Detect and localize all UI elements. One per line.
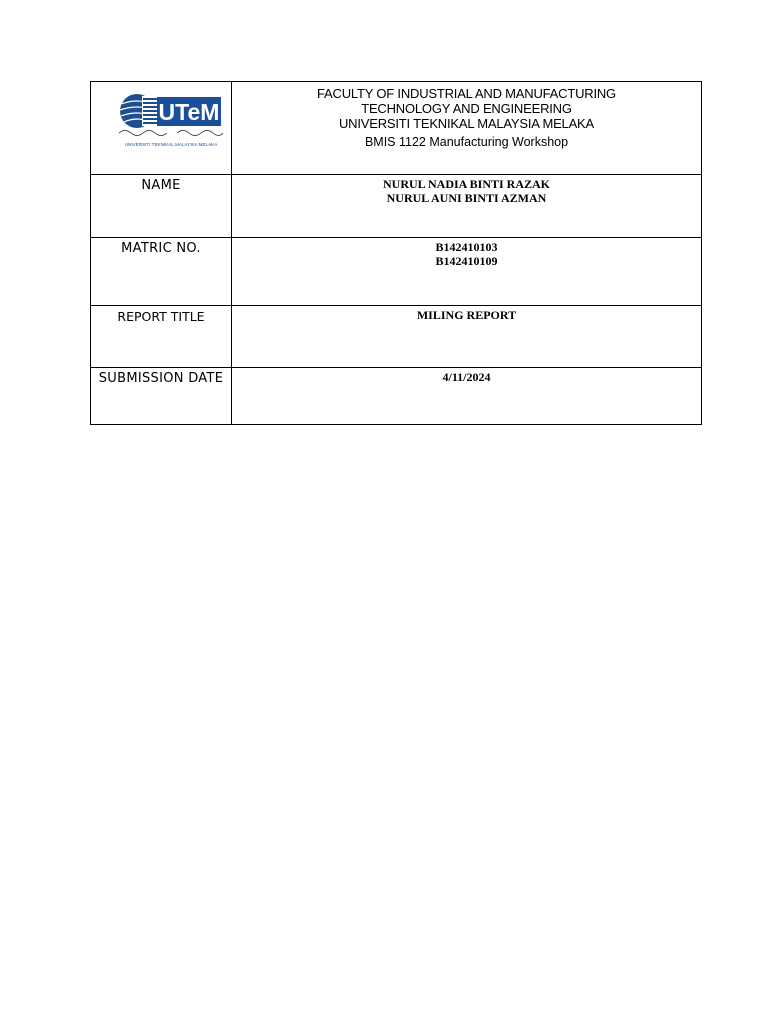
- submission-date-value: 4/11/2024: [442, 370, 491, 385]
- report-title-value-cell: [232, 305, 702, 368]
- submission-date-row: [91, 368, 702, 425]
- header-row: [91, 82, 702, 175]
- matric-number-2: B142410109: [435, 254, 498, 269]
- name-row: [91, 174, 702, 238]
- student-name-2: NURUL AUNI BINTI AZMAN: [386, 190, 547, 205]
- matric-label-cell: [91, 238, 232, 306]
- utem-logo-icon: [117, 88, 227, 152]
- matric-row: [91, 238, 702, 306]
- matric-value-cell: [232, 238, 702, 306]
- faculty-line-2: TECHNOLOGY AND ENGINEERING: [361, 101, 572, 116]
- report-title-value: MILING REPORT: [416, 307, 517, 322]
- logo-cell: [91, 82, 232, 175]
- matric-number-1: B142410103: [435, 240, 498, 255]
- name-label: NAME: [141, 177, 181, 193]
- faculty-line-1: FACULTY OF INDUSTRIAL AND MANUFACTURING: [317, 86, 616, 101]
- university-line: UNIVERSITI TEKNIKAL MALAYSIA MELAKA: [338, 116, 594, 131]
- name-value-cell: [232, 174, 702, 238]
- logo-tagline: UNIVERSITI TEKNIKAL MALAYSIA MELAKA: [124, 142, 218, 147]
- name-label-cell: [91, 174, 232, 238]
- header-cell: [232, 82, 702, 175]
- course-title: BMIS 1122 Manufacturing Workshop: [364, 135, 569, 149]
- report-title-row: [91, 305, 702, 368]
- student-name-1: NURUL NADIA BINTI RAZAK: [382, 176, 551, 191]
- cover-page-table: [90, 81, 702, 425]
- submission-date-label: SUBMISSION DATE: [98, 371, 224, 387]
- utem-logo: [117, 88, 227, 152]
- submission-date-label-cell: [91, 368, 232, 425]
- report-title-label-cell: [91, 305, 232, 368]
- submission-date-value-cell: [232, 368, 702, 425]
- logo-wordmark: UTeM: [158, 99, 220, 125]
- matric-label: MATRIC NO.: [121, 241, 201, 257]
- report-title-label: REPORT TITLE: [117, 308, 205, 324]
